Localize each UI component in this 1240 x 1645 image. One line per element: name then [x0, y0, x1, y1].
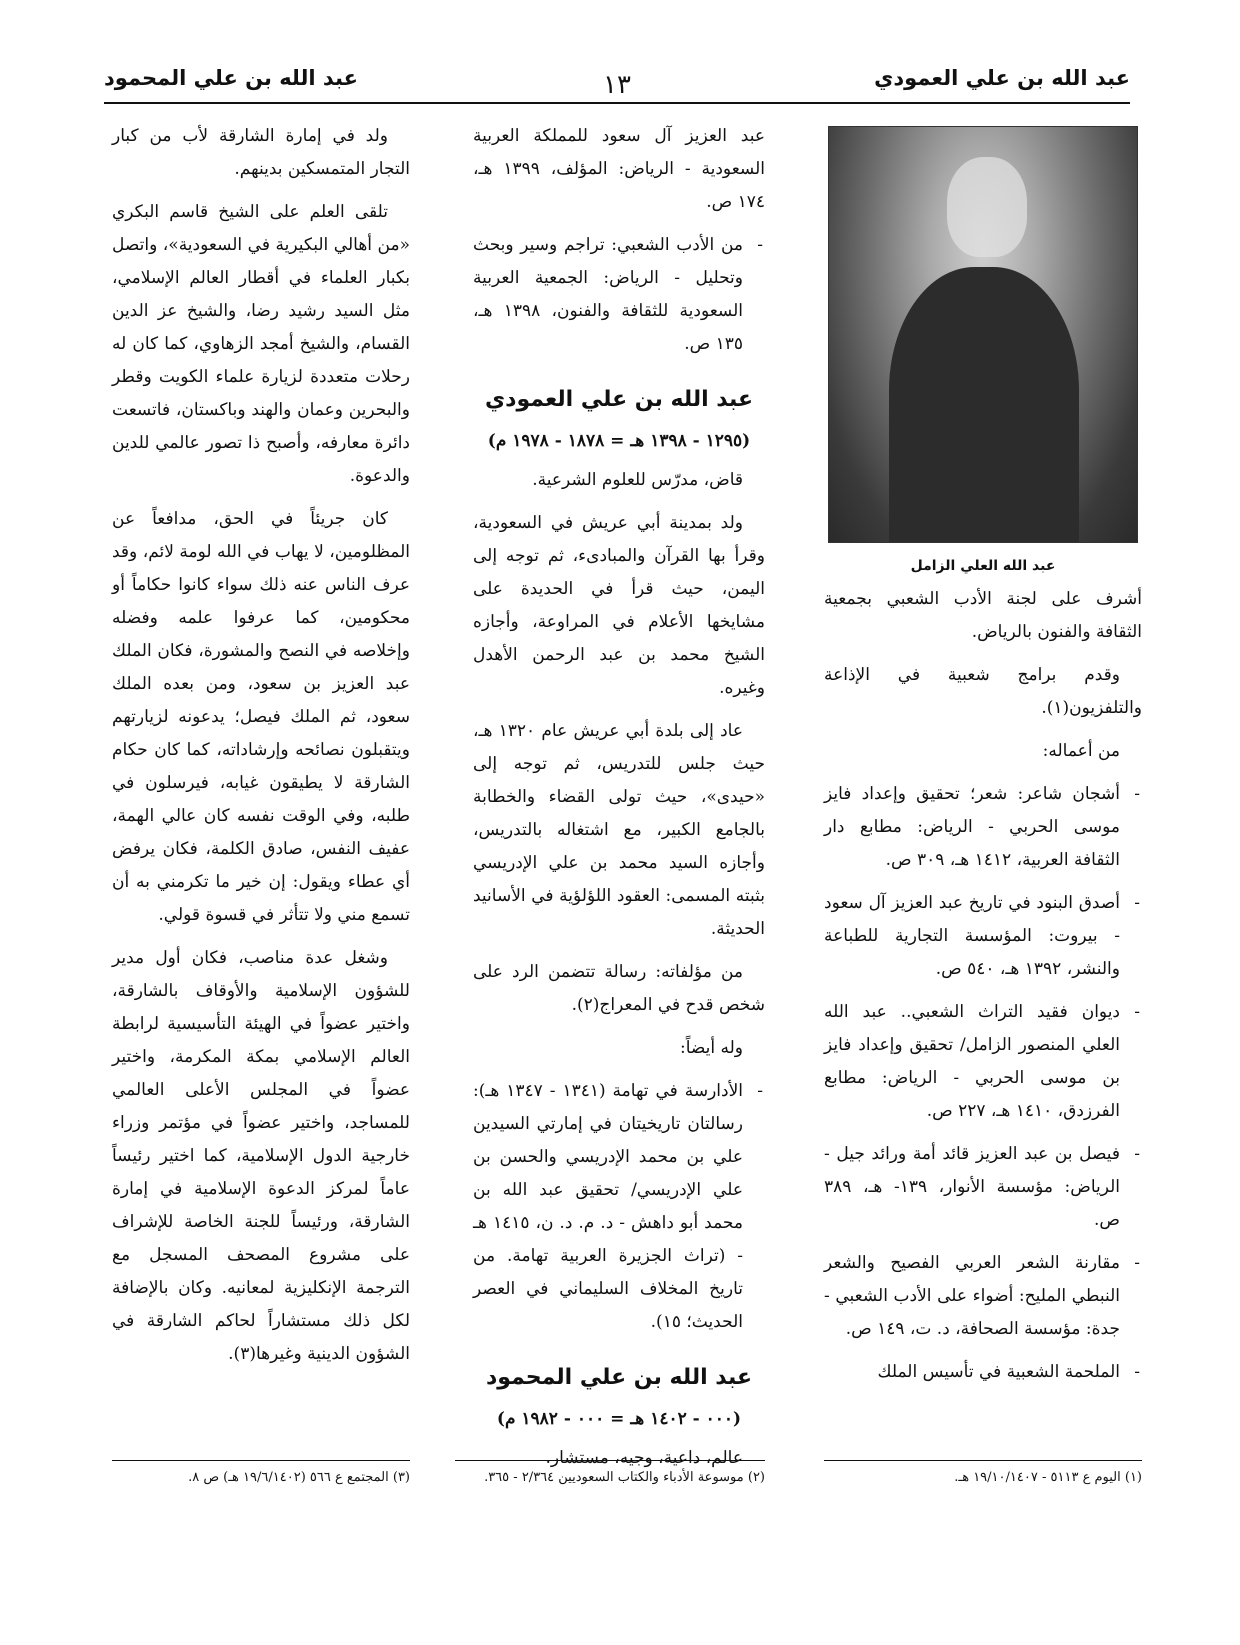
works-heading: من أعماله: — [1042, 741, 1120, 761]
list-item: - أشجان شاعر: شعر؛ تحقيق وإعداد فايز موسى الحربي - الرياض: مطابع دار الثقافة العربية، ١٤١٢ هـ، ٣٠٩ ص. — [824, 778, 1142, 877]
works-list — [473, 1075, 765, 1339]
bio-dates: (٠٠٠ - ١٤٠٢ هـ = ٠٠٠ - ١٩٨٢ م) — [496, 1409, 742, 1429]
photo-caption: عبد الله العلي الزامل — [910, 558, 1056, 574]
portrait-head — [947, 157, 1027, 257]
paragraph: وله أيضاً: — [679, 1038, 743, 1058]
bio-dates: (١٢٩٥ - ١٣٩٨ هـ = ١٨٧٨ - ١٩٧٨ م) — [487, 431, 751, 451]
paragraph: من مؤلفاته: رسالة تتضمن الرد على شخص قدح في المعراج(٢). — [473, 962, 765, 1015]
running-title-left: عبد الله بن علي المحمود — [104, 66, 358, 90]
page-header — [104, 58, 1130, 104]
list-item: - الأدارسة في تهامة (١٣٤١ - ١٣٤٧ هـ): رسالتان تاريخيتان في إمارتي السيدين علي بن محمد الإدريسي والحسن بن علي الإدريسي/ تحقيق عبد الله بن محمد أبو داهش - د. م. د. ن، ١٤١٥ هـ - (تراث الجزيرة العربية تهامة. من تاريخ المخلاف السليماني في العصر الحديث؛ ١٥). — [473, 1075, 765, 1339]
portrait-photo — [828, 126, 1138, 543]
portrait-body — [889, 267, 1079, 542]
page-number: ١٣ — [603, 70, 631, 100]
paragraph: ولد في إمارة الشارقة لأب من كبار التجار المتمسكين بدينهم. — [112, 126, 410, 179]
right-column — [824, 120, 1142, 1399]
list-item: - فيصل بن عبد العزيز قائد أمة ورائد جيل - الرياض: مؤسسة الأنوار، ١٣٩- هـ، ٣٨٩ ص. — [824, 1138, 1142, 1237]
paragraph: ولد بمدينة أبي عريش في السعودية، وقرأ بها القرآن والمبادىء، ثم توجه إلى اليمن، حيث قرأ في الحديدة على مشايخها الأعلام في المراوعة، وأجازه الشيخ محمد بن عبد الرحمن الأهدل وغيره. — [473, 513, 765, 698]
paragraph: قاض، مدرّس للعلوم الشرعية. — [532, 470, 743, 490]
middle-column — [473, 120, 765, 1485]
works-list — [824, 778, 1142, 1389]
footnote: (٢) موسوعة الأدباء والكتاب السعوديين ٢/٣٦٤ - ٣٦٥. — [455, 1460, 765, 1489]
list-item: - مقارنة الشعر العربي الفصيح والشعر النبطي المليح: أضواء على الأدب الشعبي - جدة: مؤسسة الصحافة، د. ت، ١٤٩ ص. — [824, 1247, 1142, 1346]
left-column — [112, 120, 410, 1381]
bio-title: عبد الله بن علي العمودي — [484, 387, 754, 412]
running-title-right: عبد الله بن علي العمودي — [874, 66, 1130, 90]
paragraph: تلقى العلم على الشيخ قاسم البكري «من أهالي البكيرية في السعودية»، واتصل بكبار العلماء في أقطار العالم الإسلامي، مثل السيد رشيد رضا، والشيخ عز الدين القسام، والشيخ أمجد الزهاوي، كما كان له رحلات متعددة لزيارة علماء الكويت وقطر والبحرين وعمان والهند وباكستان، فاتسعت دائرة معارفه، وأصبح ذا تصور عالمي للدين والدعوة. — [112, 202, 410, 486]
continuation-text: عبد العزيز آل سعود للمملكة العربية السعودية - الرياض: المؤلف، ١٣٩٩ هـ، ١٧٤ ص. — [473, 126, 765, 212]
footnote: (١) اليوم ع ٥١١٣ - ١٩/١٠/١٤٠٧ هـ. — [824, 1460, 1142, 1489]
paragraph: أشرف على لجنة الأدب الشعبي بجمعية الثقافة والفنون بالرياض. — [824, 589, 1142, 642]
list-item: - الملحمة الشعبية في تأسيس الملك — [824, 1356, 1142, 1389]
list-item: - ديوان فقيد التراث الشعبي.. عبد الله العلي المنصور الزامل/ تحقيق وإعداد فايز بن موسى الحربي - الرياض: مطابع الفرزدق، ١٤١٠ هـ، ٢٢٧ ص. — [824, 996, 1142, 1128]
bio-title: عبد الله بن علي المحمود — [485, 1365, 753, 1390]
footnote: (٣) المجتمع ع ٥٦٦ (١٩/٦/١٤٠٢ هـ) ص ٨. — [112, 1460, 410, 1489]
paragraph: وشغل عدة مناصب، فكان أول مدير للشؤون الإسلامية والأوقاف بالشارقة، واختير عضواً في الهيئة التأسيسية لرابطة العالم الإسلامي بمكة المكرمة، واختير عضواً في المجلس الأعلى العالمي للمساجد، واختير عضواً في مؤتمر وزراء خارجية الدول الإسلامية، كما اختير رئيساً عاماً لمركز الدعوة الإسلامية في إمارة الشارقة، ورئيساً للجنة الخاصة للإشراف على مشروع المصحف المسجل مع الترجمة الإنكليزية لمعانيه. وكان بالإضافة لكل ذلك مستشاراً لحاكم الشارقة في الشؤون الدينية وغيرها(٣). — [112, 948, 410, 1364]
list-item: - من الأدب الشعبي: تراجم وسير وبحث وتحليل - الرياض: الجمعية العربية السعودية للثقافة والفنون، ١٣٩٨ هـ، ١٣٥ ص. — [473, 229, 765, 361]
works-list — [473, 229, 765, 361]
paragraph: عاد إلى بلدة أبي عريش عام ١٣٢٠ هـ، حيث جلس للتدريس، ثم توجه إلى «حيدى»، حيث تولى القضاء والخطابة بالجامع الكبير، مع اشتغاله بالتدريس، وأجازه السيد محمد بن علي الإدريسي بثبته المسمى: العقود اللؤلؤية في الأسانيد الحديثة. — [473, 721, 765, 939]
list-item: - أصدق البنود في تاريخ عبد العزيز آل سعود - بيروت: المؤسسة التجارية للطباعة والنشر، ١٣٩٢ هـ، ٥٤٠ ص. — [824, 887, 1142, 986]
paragraph: كان جريئاً في الحق، مدافعاً عن المظلومين، لا يهاب في الله لومة لائم، وقد عرف الناس عنه ذلك سواء كانوا حكاماً أو محكومين، كما عرفوا علمه وفضله وإخلاصه في النصح والمشورة، فكان الملك عبد العزيز بن سعود، ومن بعده الملك سعود، ثم الملك فيصل؛ يدعونه لزيارتهم ويتقبلون نصائحه وإرشاداته، كما كان حكام الشارقة لا يطيقون غيابه، فيرسلون في طلبه، وفي الوقت نفسه كان عالي الهمة، عفيف النفس، صادق الكلمة، فكان يرفض أي عطاء ويقول: إن خير ما تكرمني به أن تسمع مني ولا تتأثر في قسوة قولي. — [112, 509, 410, 925]
paragraph: وقدم برامج شعبية في الإذاعة والتلفزيون(١). — [824, 665, 1142, 718]
paragraph: عالم، داعية، وجيه، مستشار. — [545, 1448, 743, 1468]
